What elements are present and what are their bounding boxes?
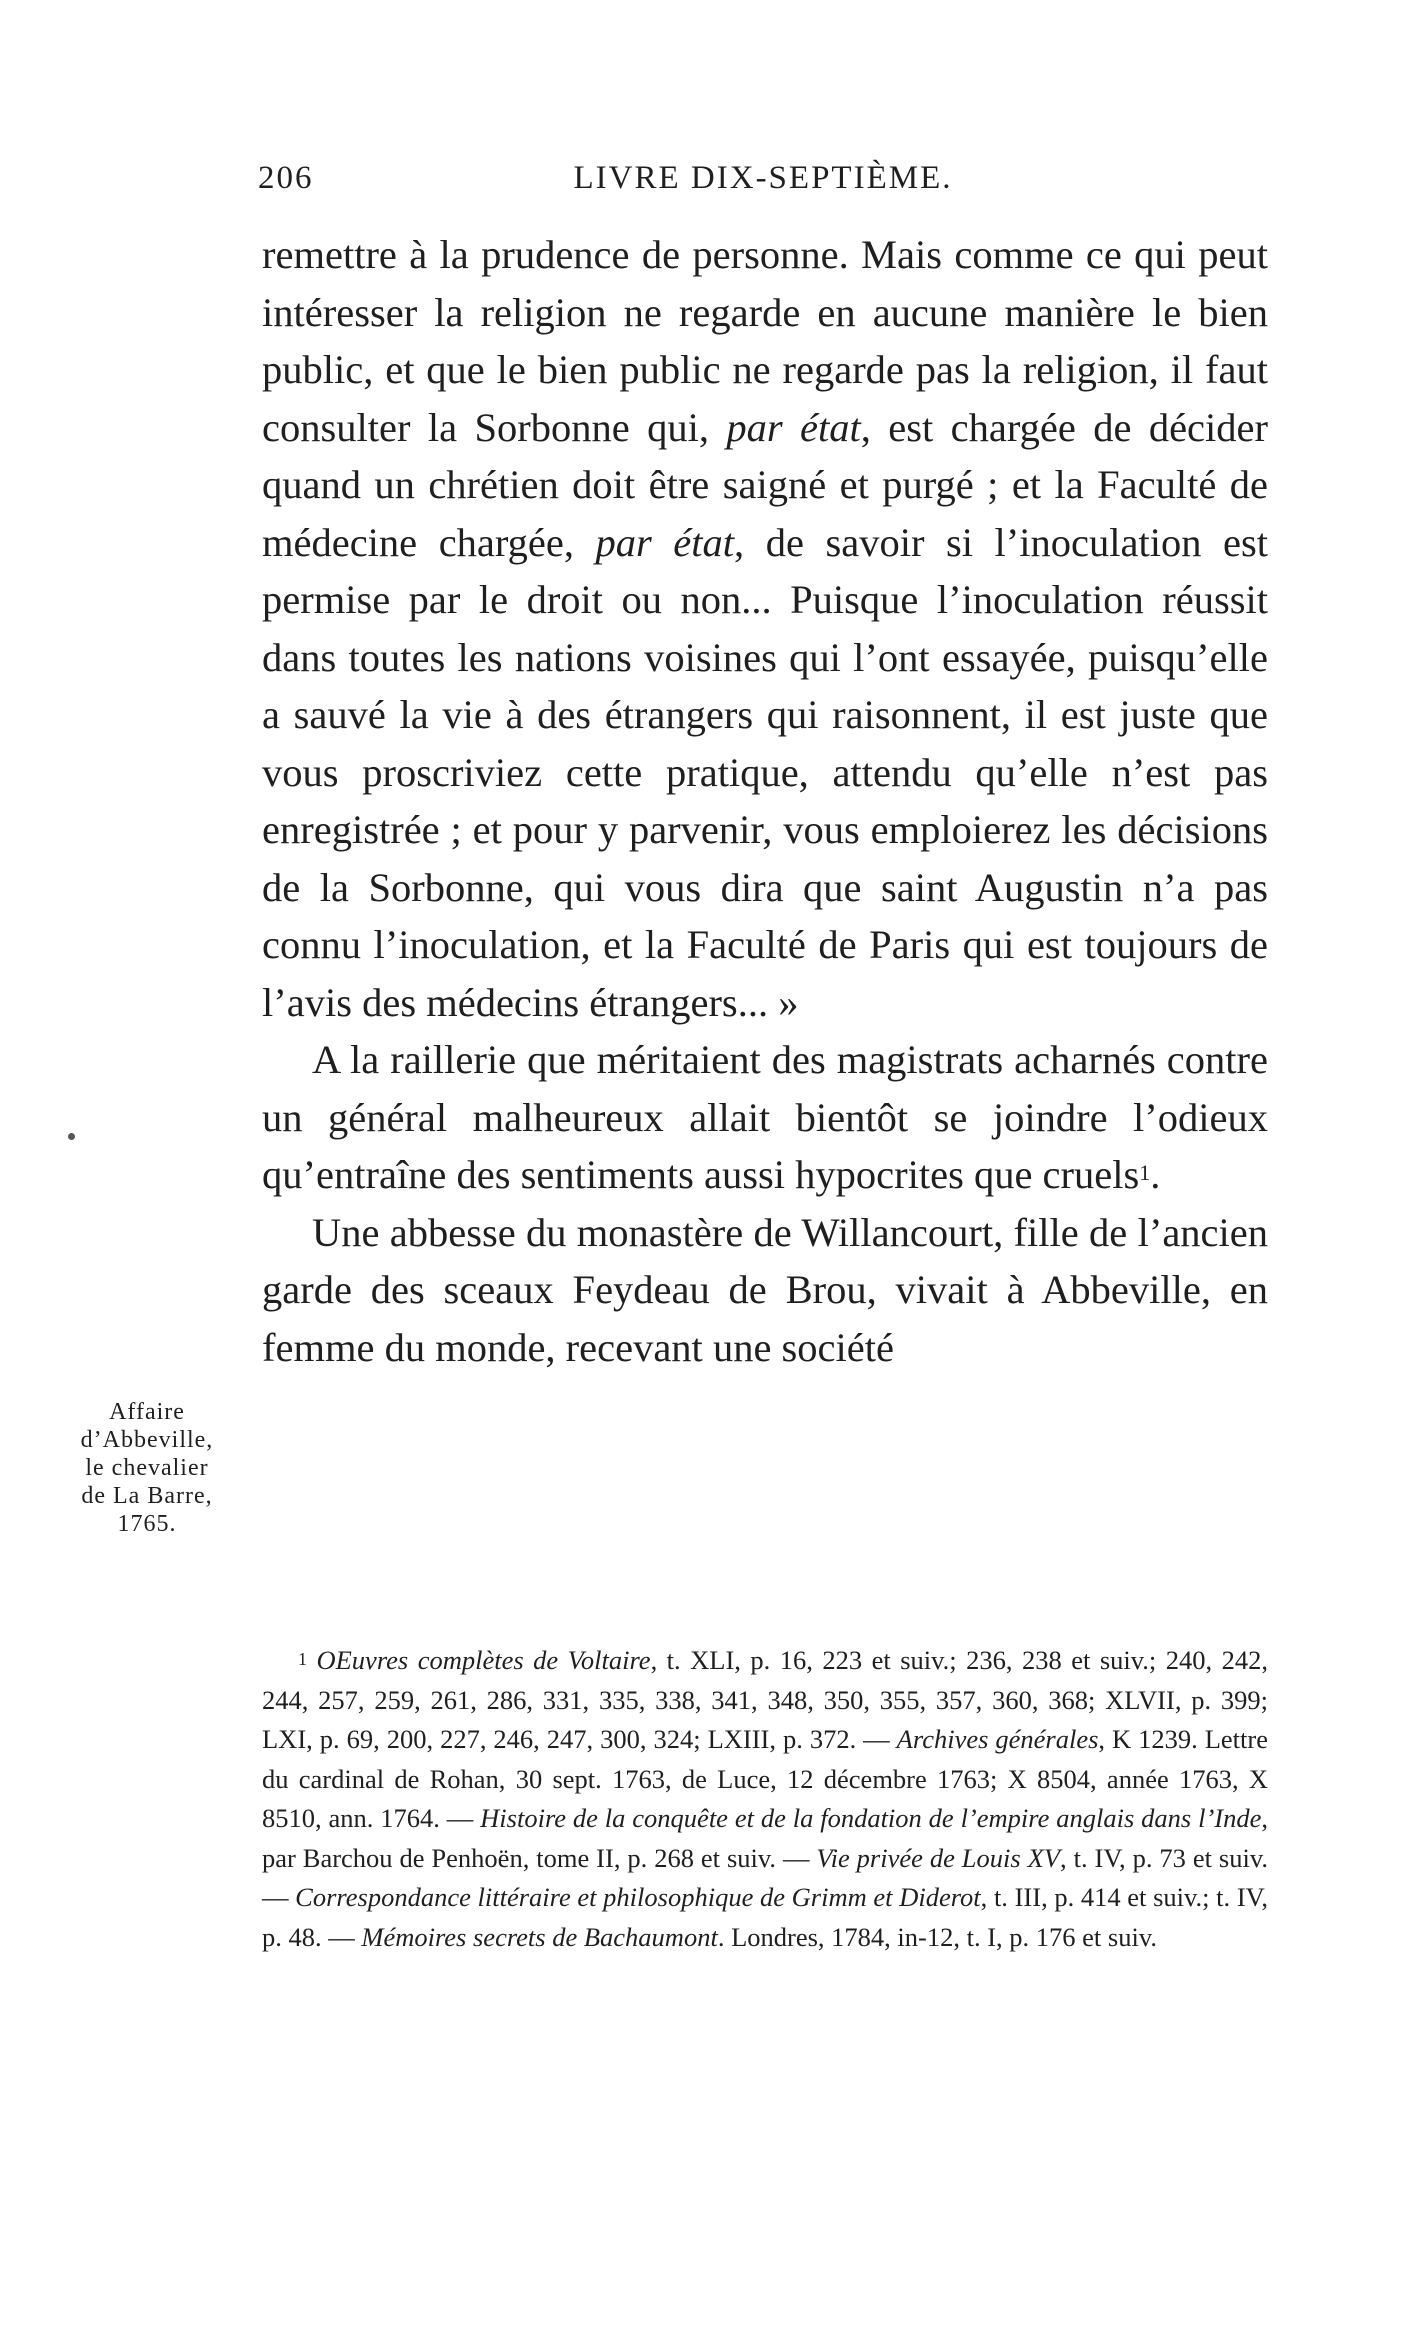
- margin-note-line: Affaire: [109, 1399, 185, 1425]
- margin-note-line: le chevalier: [85, 1455, 209, 1481]
- paragraph-3: [262, 1204, 1268, 1377]
- paragraph-1: [262, 226, 1268, 1031]
- italic-title: Correspondance littéraire et philosophique de Grimm et Diderot: [295, 1882, 981, 1912]
- text-run: .: [1150, 1152, 1161, 1197]
- text-run: . Londres, 1784, in-12, t. I, p. 176 et suiv.: [717, 1921, 1157, 1952]
- paragraph-2: [262, 1031, 1268, 1204]
- running-head: [258, 160, 1268, 204]
- italic-title: OEuvres complètes de Voltaire: [316, 1645, 651, 1675]
- italic-phrase: par état: [595, 519, 735, 565]
- italic-title: Vie privée de Louis XV: [816, 1842, 1061, 1873]
- main-text: [262, 226, 1268, 1376]
- text-run: , t. XLI, p. 16, 223 et suiv.; 236, 238 et suiv.; 240, 242, 244, 257, 259, 261, 286, 331, 335, 338, 341, 348, 350, 355, 357, 360, 368; XLVII, p. 399; LXI, p. 69, 200, 227, 246, 247, 300, 324; LXIII, p. 372. —: [262, 1645, 1268, 1754]
- footnote-number: 1: [298, 1649, 307, 1669]
- italic-title: Histoire de la conquête et de la fondation de l’empire anglais dans l’Inde: [480, 1803, 1262, 1833]
- italic-title: Mémoires secrets de Bachaumont: [361, 1921, 718, 1952]
- ink-dot: [68, 1133, 75, 1140]
- margin-note: [42, 1398, 252, 1538]
- text-run: remettre à la prudence de personne. Mais comme ce qui peut intéresser la religion ne regarde en aucune manière le bien public, et que le bien public ne regarde pas la religion, il faut consulter la Sorbonne qui,: [262, 232, 1268, 450]
- text-run: , est chargée de décider quand un chrétien doit être saigné et purgé ; et la Faculté de médecine chargée,: [262, 404, 1268, 565]
- margin-note-line: 1765.: [117, 1511, 177, 1537]
- text-run: , t. IV, p. 73 et suiv. —: [262, 1842, 1268, 1912]
- text-run: Une abbesse du monastère de Willancourt, fille de l’ancien garde des sceaux Feydeau de Brou, vivait à Abbeville, en femme du monde, recevant une société: [262, 1209, 1268, 1370]
- text-run: A la raillerie que méritaient des magistrats acharnés contre un général malheureux allait bientôt se joindre l’odieux qu’entraîne des sentiments aussi hypocrites que cruels: [262, 1037, 1268, 1197]
- italic-title: Archives générales: [896, 1724, 1099, 1754]
- text-run: , t. III, p. 414 et suiv.; t. IV, p. 48. —: [262, 1882, 1268, 1952]
- text-run: , de savoir si l’inoculation est permise par le droit ou non... Puisque l’inoculation réussit dans toutes les nations voisines qui l’ont essayée, puisqu’elle a sauvé la vie à des étrangers qui raisonnent, il est juste que vous proscriviez cette pratique, attendu qu’elle n’est pas enregistrée ; et pour y parvenir, vous emploierez les décisions de la Sorbonne, qui vous dira que saint Augustin n’a pas connu l’inoculation, et la Faculté de Paris qui est toujours de l’avis des médecins étrangers... »: [262, 519, 1268, 1025]
- footnote-reference[interactable]: 1: [1139, 1160, 1151, 1185]
- text-run: , par Barchou de Penhoën, tome II, p. 268 et suiv. —: [262, 1803, 1268, 1873]
- margin-note-line: de La Barre,: [81, 1483, 213, 1509]
- italic-phrase: par état: [726, 404, 861, 450]
- page-number: 206: [258, 160, 314, 196]
- footnote-1: [262, 1641, 1268, 1957]
- footnotes: [262, 1641, 1268, 1957]
- text-run: , K 1239. Lettre du cardinal de Rohan, 30 sept. 1763, de Luce, 12 décembre 1763; X 8504, année 1763, X 8510, ann. 1764. —: [262, 1724, 1268, 1833]
- running-title: LIVRE DIX-SEPTIÈME.: [573, 160, 953, 196]
- margin-note-line: d’Abbeville,: [80, 1427, 214, 1453]
